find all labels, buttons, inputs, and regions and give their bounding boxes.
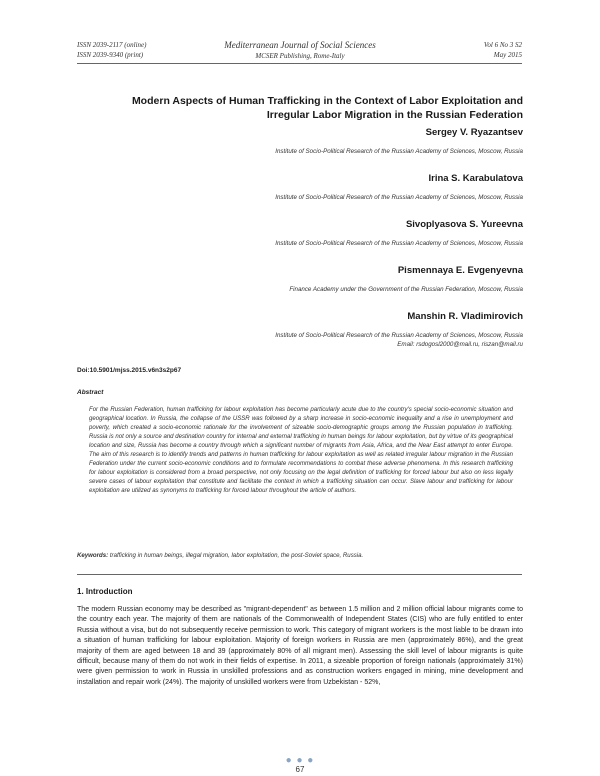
author-name: Sivoplyasova S. Yureevna [405, 219, 523, 230]
issn-online: ISSN 2039-2117 (online) [77, 41, 147, 49]
author-affiliation: Finance Academy under the Government of the Russian Federation, Moscow, Russia [289, 286, 523, 293]
author-affiliation: Institute of Socio-Political Research of the Russian Academy of Sciences, Moscow, Russia [275, 332, 523, 339]
article-title: Modern Aspects of Human Trafficking in the Context of Labor Exploitation and Irregular Labor Migration in the Russian Federation [131, 95, 523, 121]
abstract-text: For the Russian Federation, human trafficking for labour exploitation has become particularly acute due to the country's special socio-economic situation and geographical location. In Russia, the collapse of the USSR was followed by a sharp increase in socio-economic inequality and a rise in unemployment and poverty, which created a socio-economic rationale for the involvement of sizeable socio-demographic groups among the Russian population in trafficking. Russia is not only a source and destination country for internal and external trafficking in human beings for labour exploitation, but by virtue of its geographical location and size, Russia has become a country through which a significant number of migrants from Asia, Africa, and the Near East attempt to enter Europe. The aim of this research is to identify trends and patterns in human trafficking for labour exploitation as well as related irregular labour migration in the Russian Federation under the current socio-economic conditions and to formulate recommendations to combat these adverse phenomena. In this research trafficking for labour exploitation is considered from a broad perspective, not only focusing on the legal definition of trafficking for forced labour but also on less legally severe cases of labour exploitation that constitute and facilitate the context in which a trafficking situation can occur. Slave labour and trafficking for labour exploitation are utilized as synonyms to trafficking for forced labour throughout the article of authors. [89, 407, 513, 494]
abstract-heading: Abstract [77, 389, 104, 396]
header-volume [484, 40, 522, 60]
header-rule [77, 63, 522, 64]
author-block [100, 219, 523, 248]
issn-print: ISSN 2039-9340 (print) [77, 51, 144, 59]
author-affiliation: Institute of Socio-Political Research of the Russian Academy of Sciences, Moscow, Russia [275, 194, 523, 201]
author-block [100, 265, 523, 294]
author-block [100, 127, 523, 156]
intro-paragraph: The modern Russian economy may be described as "migrant-dependent" as between 1.5 million and 2 million official labour migrants come to the country each year. The majority of them are nationals of the Commonwealth of Independent States (CIS) who are fully entitled to enter Russia without a visa, but do not subsequently receive permission to work. This category of migrant workers is the most liable to be drawn into a situation of human trafficking for labour exploitation. Majority of foreign workers in Russia are men (approximately 86%), and the great majority of them are aged between 18 and 39 (approximately 80% of all migrant men). Assessing the skill level of labour migrants is quite difficult, because many of them do not work in their fields of expertise. In 2011, a sizeable proportion of foreign nationals (approximately 31%) were given permission to work in Russia in unskilled professions and as construction workers engaged in mining, mine development and installation and repair work (24%). The majority of unskilled workers were from Uzbekistan - 52%, [77, 606, 523, 686]
publisher: MCSER Publishing, Rome-Italy [255, 52, 345, 60]
author-name: Pismennaya E. Evgenyevna [397, 265, 523, 276]
keywords-label: Keywords: [77, 552, 109, 559]
journal-name: Mediterranean Journal of Social Sciences [224, 40, 376, 50]
issue-date: May 2015 [493, 51, 522, 59]
author-block [100, 311, 523, 349]
author-name: Irina S. Karabulatova [428, 173, 523, 184]
doi: Doi:10.5901/mjss.2015.v6n3s2p67 [77, 367, 182, 374]
author-email: Email: rsdogosl2000@mail.ru, riszan@mail.ru [397, 341, 523, 348]
volume: Vol 6 No 3 S2 [483, 41, 522, 49]
author-affiliation: Institute of Socio-Political Research of the Russian Academy of Sciences, Moscow, Russia [275, 240, 523, 247]
author-name: Manshin R. Vladimirovich [407, 311, 523, 322]
author-name: Sergey V. Ryazantsev [425, 127, 523, 138]
section-heading: 1. Introduction [77, 587, 133, 596]
author-block [100, 173, 523, 202]
section-rule [77, 574, 522, 575]
keywords [77, 552, 522, 559]
author-affiliation: Institute of Socio-Political Research of the Russian Academy of Sciences, Moscow, Russia [275, 148, 523, 155]
footer-dots: ● ● ● [285, 755, 315, 766]
page-number: 67 [295, 765, 305, 774]
keywords-text: trafficking in human beings, illegal migration, labor exploitation, the post-Soviet space, Russia. [109, 552, 364, 559]
